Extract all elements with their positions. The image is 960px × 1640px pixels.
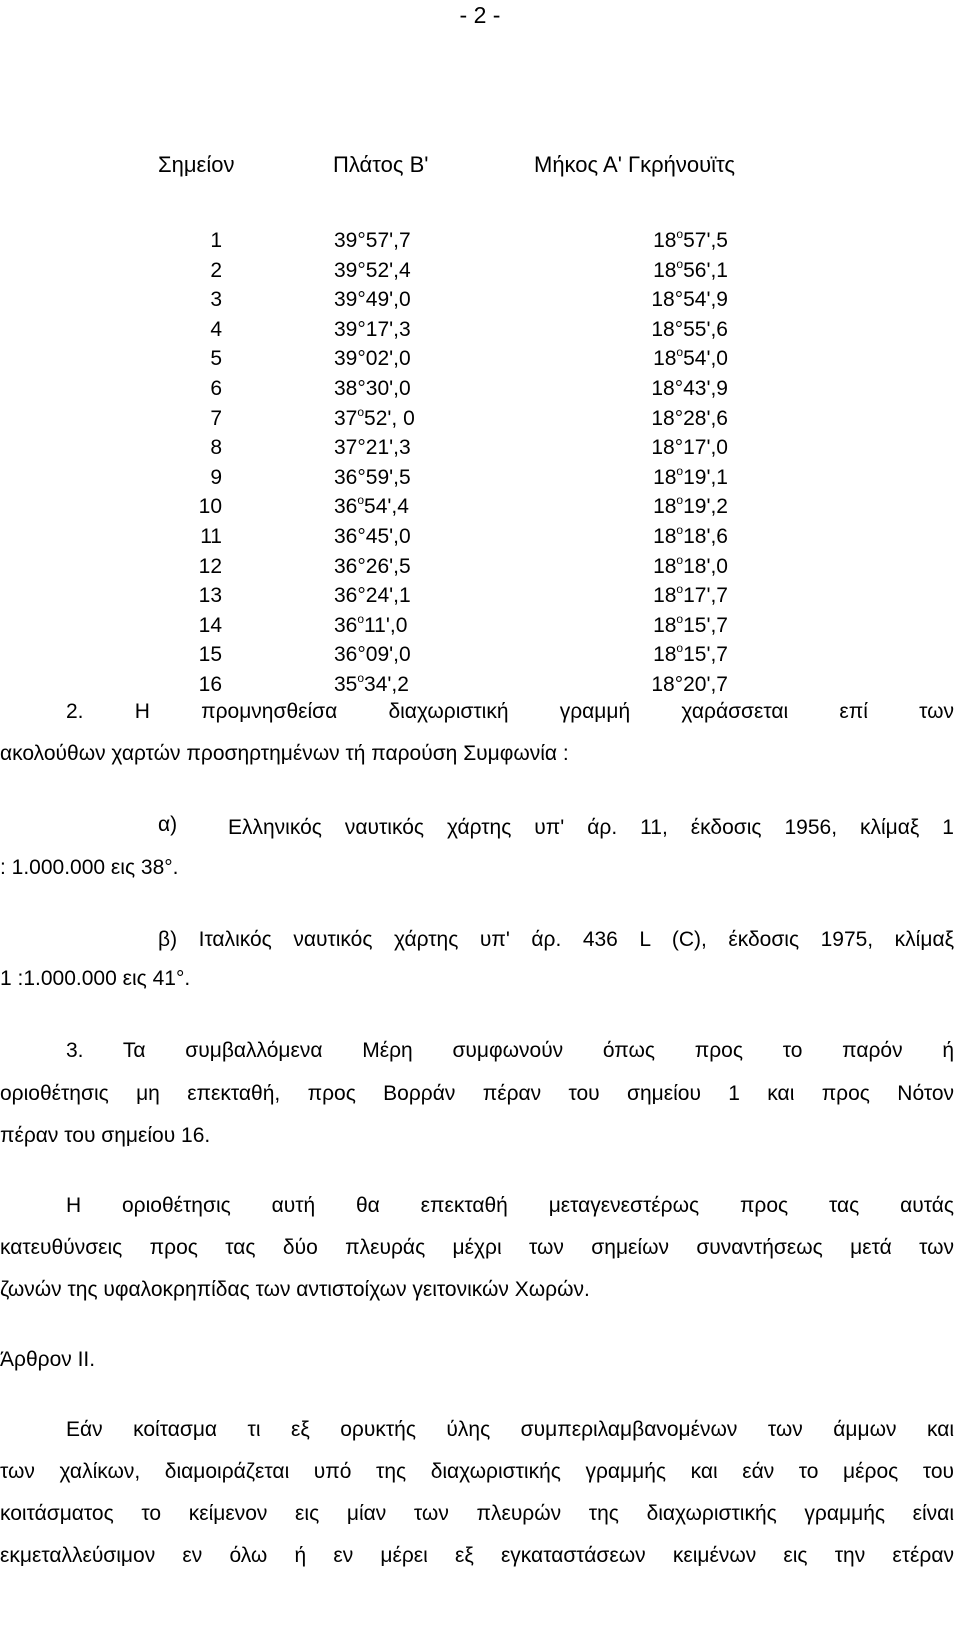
latitude-degree-mark: ° bbox=[357, 554, 366, 578]
latitude-minutes: 59',5 bbox=[365, 465, 411, 489]
latitude-degree-mark: ° bbox=[357, 347, 366, 371]
table-row bbox=[0, 492, 960, 522]
latitude-minutes: 52',4 bbox=[365, 258, 411, 282]
longitude-minutes: 15',7 bbox=[683, 643, 728, 667]
article-2-line-1: Εάν κοίτασμα τι εξ ορυκτής ύλης συμπεριλαμβανομένων των άμμων και bbox=[66, 1418, 954, 1441]
latitude-minutes: 52', 0 bbox=[364, 406, 415, 430]
column-header-point: Σημείον bbox=[158, 152, 235, 177]
longitude-minutes: 17',7 bbox=[683, 584, 728, 608]
longitude-degrees: 18 bbox=[653, 347, 677, 371]
point-number: 16 bbox=[198, 672, 222, 696]
latitude bbox=[334, 492, 409, 522]
table-row bbox=[0, 463, 960, 493]
longitude-degrees: 18 bbox=[653, 495, 677, 519]
latitude-minutes: 26',5 bbox=[365, 554, 411, 578]
longitude-minutes: 56',1 bbox=[683, 258, 728, 282]
longitude-degrees: 18 bbox=[653, 524, 677, 548]
latitude bbox=[334, 285, 411, 315]
longitude-minutes: 55',6 bbox=[683, 317, 728, 341]
point-number: 8 bbox=[210, 436, 222, 460]
point-number: 14 bbox=[198, 613, 222, 637]
longitude-minutes: 15',7 bbox=[683, 613, 728, 637]
longitude-degree-mark: o bbox=[676, 227, 684, 241]
latitude-degrees: 36 bbox=[334, 554, 358, 578]
latitude-degrees: 36 bbox=[334, 465, 358, 489]
longitude-minutes: 17',0 bbox=[683, 436, 728, 460]
point-number: 12 bbox=[198, 554, 222, 578]
item-a-line-1: Ελληνικός ναυτικός χάρτης υπ' άρ. 11, έκδοσις 1956, κλίμαξ 1 bbox=[228, 816, 954, 839]
point-number: 7 bbox=[210, 406, 222, 430]
section-3-line-3: πέραν του σημείου 16. bbox=[0, 1124, 211, 1147]
point-number: 10 bbox=[198, 495, 222, 519]
latitude bbox=[334, 256, 411, 286]
longitude-degrees: 18 bbox=[651, 672, 675, 696]
longitude-degrees: 18 bbox=[653, 465, 677, 489]
longitude-degrees: 18 bbox=[653, 554, 677, 578]
longitude-degrees: 18 bbox=[651, 436, 675, 460]
latitude-degrees: 39 bbox=[334, 258, 358, 282]
section-3-line-1: 3. Τα συμβαλλόμενα Μέρη συμφωνούν όπως προς το παρόν ή bbox=[66, 1039, 954, 1062]
longitude-degrees: 18 bbox=[653, 584, 677, 608]
longitude-minutes: 19',1 bbox=[683, 465, 728, 489]
latitude-degree-mark: ° bbox=[357, 643, 366, 667]
point-number: 4 bbox=[210, 317, 222, 341]
longitude-minutes: 54',9 bbox=[683, 288, 728, 312]
column-header-latitude: Πλάτος Β' bbox=[333, 152, 429, 177]
table-row bbox=[0, 404, 960, 434]
longitude-degree-mark: o bbox=[676, 552, 684, 567]
longitude bbox=[651, 315, 728, 345]
latitude bbox=[334, 640, 411, 670]
item-b-line-2: 1 :1.000.000 εις 41°. bbox=[0, 967, 191, 990]
latitude-degrees: 36 bbox=[334, 643, 358, 667]
latitude bbox=[334, 670, 409, 700]
latitude-degree-mark: ° bbox=[357, 229, 366, 252]
latitude-degrees: 38 bbox=[334, 376, 358, 400]
longitude bbox=[653, 552, 728, 582]
table-row bbox=[0, 344, 960, 374]
latitude bbox=[334, 374, 411, 404]
latitude-minutes: 30',0 bbox=[365, 376, 411, 400]
longitude bbox=[651, 285, 728, 315]
table-row bbox=[0, 256, 960, 286]
table-row bbox=[0, 285, 960, 315]
latitude bbox=[334, 611, 407, 641]
table-row bbox=[0, 226, 960, 256]
table-row bbox=[0, 522, 960, 552]
table-row bbox=[0, 670, 960, 700]
latitude-degree-mark: o bbox=[357, 611, 365, 626]
longitude-degree-mark: o bbox=[676, 582, 684, 597]
longitude bbox=[653, 611, 728, 641]
latitude-degree-mark: o bbox=[357, 493, 365, 508]
latitude-degrees: 36 bbox=[334, 584, 358, 608]
longitude-degree-mark: ° bbox=[674, 376, 684, 400]
table-row bbox=[0, 552, 960, 582]
longitude bbox=[653, 463, 728, 493]
longitude-degrees: 18 bbox=[651, 406, 675, 430]
longitude-degree-mark: ° bbox=[674, 436, 684, 460]
section-3-line-2: οριοθέτησις μη επεκταθή, προς Βορράν πέραν του σημείου 1 και προς Νότον bbox=[0, 1082, 954, 1105]
longitude-degrees: 18 bbox=[651, 288, 675, 312]
latitude bbox=[334, 463, 411, 493]
table-row bbox=[0, 315, 960, 345]
latitude-minutes: 24',1 bbox=[365, 584, 411, 608]
page-number: - 2 - bbox=[459, 2, 501, 28]
table-row bbox=[0, 640, 960, 670]
longitude bbox=[653, 581, 728, 611]
point-number: 6 bbox=[210, 376, 222, 400]
table-row bbox=[0, 374, 960, 404]
latitude-minutes: 17',3 bbox=[365, 317, 411, 341]
article-2-line-3: κοιτάσματος το κείμενον εις μίαν των πλευρών της διαχωριστικής γραμμής είναι bbox=[0, 1502, 954, 1525]
table-body bbox=[0, 226, 960, 700]
latitude-minutes: 21',3 bbox=[365, 436, 411, 460]
item-a-label: α) bbox=[158, 813, 178, 836]
longitude-minutes: 20',7 bbox=[683, 672, 728, 696]
latitude bbox=[334, 226, 411, 256]
longitude bbox=[653, 256, 728, 286]
longitude-degree-mark: o bbox=[676, 611, 684, 626]
latitude-degrees: 37 bbox=[334, 436, 358, 460]
latitude bbox=[334, 404, 415, 434]
longitude bbox=[651, 374, 728, 404]
point-number: 3 bbox=[210, 288, 222, 312]
column-header-longitude: Μήκος Α' Γκρήνουϊτς bbox=[534, 152, 736, 177]
longitude bbox=[653, 492, 728, 522]
longitude-degrees: 18 bbox=[651, 317, 675, 341]
longitude-minutes: 19',2 bbox=[683, 495, 728, 519]
section-3-para-2-line-3: ζωνών της υφαλοκρηπίδας των αντιστοίχων γειτονικών Χωρών. bbox=[0, 1278, 590, 1301]
table-row bbox=[0, 581, 960, 611]
longitude-degrees: 18 bbox=[651, 376, 675, 400]
latitude bbox=[334, 581, 411, 611]
latitude-degrees: 36 bbox=[334, 495, 358, 519]
longitude-degree-mark: o bbox=[676, 641, 684, 656]
longitude-degree-mark: o bbox=[676, 493, 684, 508]
longitude bbox=[651, 670, 728, 700]
longitude-degrees: 18 bbox=[653, 613, 677, 637]
article-2-line-4: εκμεταλλεύσιμον εν όλω ή εν μέρει εξ εγκαταστάσεων κειμένων εις την ετέραν bbox=[0, 1544, 954, 1567]
longitude-degrees: 18 bbox=[653, 643, 677, 667]
longitude-minutes: 28',6 bbox=[683, 406, 728, 430]
longitude-minutes: 43',9 bbox=[683, 376, 728, 400]
section-2-line-1: 2. Η προμνησθείσα διαχωριστική γραμμή χαράσσεται επί των bbox=[66, 700, 954, 723]
latitude-degree-mark: ° bbox=[357, 258, 366, 282]
point-number: 15 bbox=[198, 643, 222, 667]
longitude bbox=[653, 522, 728, 552]
latitude-degree-mark: ° bbox=[357, 584, 366, 608]
latitude-minutes: 09',0 bbox=[365, 643, 411, 667]
article-2-heading: Άρθρον II. bbox=[0, 1348, 96, 1371]
latitude-degrees: 37 bbox=[334, 406, 358, 430]
longitude-minutes: 18',0 bbox=[683, 554, 728, 578]
latitude-degree-mark: ° bbox=[357, 288, 366, 312]
item-a-line-2: : 1.000.000 εις 38°. bbox=[0, 856, 179, 879]
latitude-degree-mark: o bbox=[357, 404, 365, 419]
latitude-minutes: 45',0 bbox=[365, 524, 411, 548]
latitude-degree-mark: o bbox=[357, 670, 365, 685]
latitude-degrees: 39 bbox=[334, 288, 358, 312]
article-2-line-2: των χαλίκων, διαμοιράζεται υπό της διαχωριστικής γραμμής και εάν το μέρος του bbox=[0, 1460, 954, 1483]
longitude-degree-mark: o bbox=[676, 345, 684, 360]
longitude-degree-mark: o bbox=[676, 463, 684, 478]
point-number: 13 bbox=[198, 584, 222, 608]
section-3-para-2-line-1: Η οριοθέτησις αυτή θα επεκταθή μεταγενεστέρως προς τας αυτάς bbox=[66, 1194, 954, 1217]
longitude bbox=[651, 404, 728, 434]
point-number: 11 bbox=[200, 524, 222, 548]
longitude bbox=[653, 344, 728, 374]
point-number: 2 bbox=[210, 258, 222, 282]
longitude-minutes: 57',5 bbox=[683, 229, 728, 252]
latitude-degrees: 39 bbox=[334, 347, 358, 371]
latitude-degree-mark: ° bbox=[357, 317, 366, 341]
longitude-degree-mark: o bbox=[676, 256, 684, 271]
longitude-degree-mark: ° bbox=[674, 288, 684, 312]
latitude bbox=[334, 522, 411, 552]
latitude bbox=[334, 315, 411, 345]
latitude-degrees: 36 bbox=[334, 613, 358, 637]
latitude bbox=[334, 433, 411, 463]
point-number: 9 bbox=[210, 465, 222, 489]
longitude-degrees: 18 bbox=[653, 229, 677, 252]
latitude-degree-mark: ° bbox=[357, 465, 366, 489]
longitude-minutes: 18',6 bbox=[683, 524, 728, 548]
latitude-minutes: 49',0 bbox=[365, 288, 411, 312]
longitude-degree-mark: ° bbox=[674, 406, 684, 430]
item-b-line-1: β) Ιταλικός ναυτικός χάρτης υπ' άρ. 436 L (C), έκδοσις 1975, κλίμαξ bbox=[158, 928, 954, 951]
latitude bbox=[334, 552, 411, 582]
section-2-line-2: ακολούθων χαρτών προσηρτημένων τή παρούση Συμφωνία : bbox=[0, 742, 569, 765]
latitude-degrees: 36 bbox=[334, 524, 358, 548]
latitude-degrees: 39 bbox=[334, 317, 358, 341]
latitude-minutes: 11',0 bbox=[364, 613, 408, 637]
latitude-minutes: 34',2 bbox=[364, 672, 409, 696]
latitude-degrees: 39 bbox=[334, 229, 358, 252]
latitude-degree-mark: ° bbox=[357, 436, 366, 460]
latitude-minutes: 02',0 bbox=[365, 347, 411, 371]
table-row bbox=[0, 611, 960, 641]
section-3-para-2-line-2: κατευθύνσεις προς τας δύο πλευράς μέχρι των σημείων συναντήσεως μετά των bbox=[0, 1236, 954, 1259]
table-row bbox=[0, 433, 960, 463]
latitude-degree-mark: ° bbox=[357, 376, 366, 400]
longitude bbox=[653, 640, 728, 670]
longitude bbox=[651, 433, 728, 463]
latitude-minutes: 54',4 bbox=[364, 495, 409, 519]
latitude-minutes: 57',7 bbox=[365, 229, 411, 252]
longitude-degree-mark: ° bbox=[674, 672, 684, 696]
longitude-degrees: 18 bbox=[653, 258, 677, 282]
latitude bbox=[334, 344, 411, 374]
longitude-degree-mark: o bbox=[676, 522, 684, 537]
longitude-minutes: 54',0 bbox=[683, 347, 728, 371]
longitude-degree-mark: ° bbox=[674, 317, 684, 341]
latitude-degree-mark: ° bbox=[357, 524, 366, 548]
longitude bbox=[653, 226, 728, 256]
latitude-degrees: 35 bbox=[334, 672, 358, 696]
point-number: 5 bbox=[210, 347, 222, 371]
point-number: 1 bbox=[210, 229, 222, 252]
